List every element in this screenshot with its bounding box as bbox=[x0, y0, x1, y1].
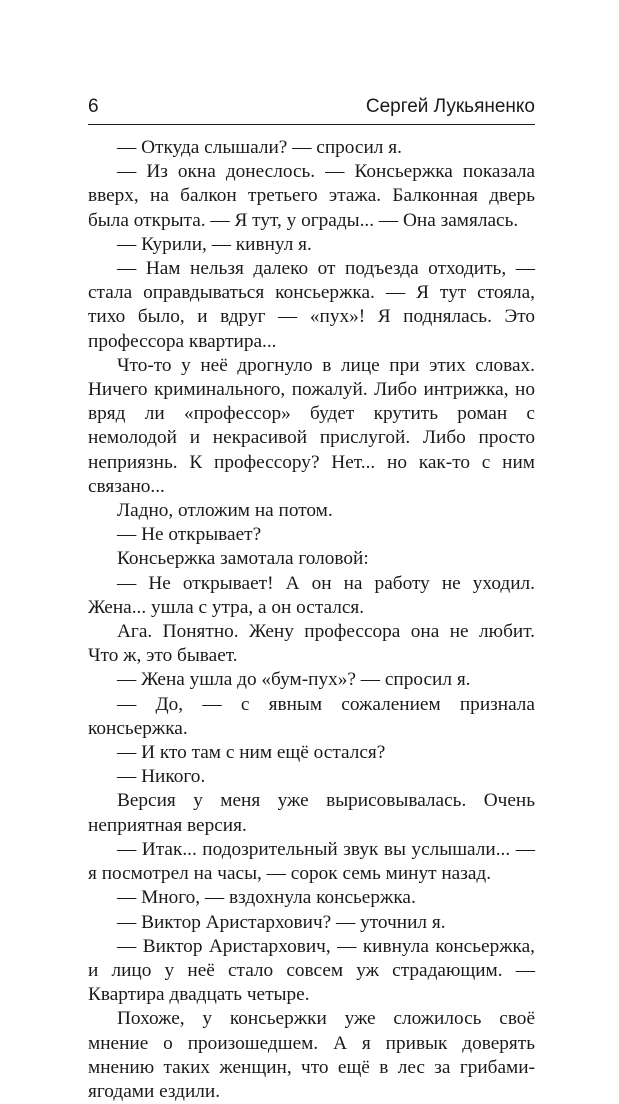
paragraph: — Не открывает? bbox=[117, 524, 262, 546]
paragraph: — Много, — вздохнула консьержка. bbox=[117, 887, 416, 909]
paragraph: Похоже, у консьержки уже сложилось своё мнение о произошедшем. А я привык доверять мнению таких женщин, что ещё в лес за грибами-ягодами ездили. bbox=[88, 1008, 535, 1102]
paragraph: — Курили, — кивнул я. bbox=[117, 233, 312, 255]
paragraph: — Из окна донеслось. — Консьержка показала вверх, на балкон третьего этажа. Балконная дверь была открыта. — Я тут, у ограды... — Она замялась. bbox=[88, 161, 535, 231]
paragraph: Ага. Понятно. Жену профессора она не любит. Что ж, это бывает. bbox=[88, 621, 535, 667]
header-rule bbox=[88, 124, 535, 125]
paragraph: — Никого. bbox=[117, 766, 206, 788]
paragraph: Что-то у неё дрогнуло в лице при этих словах. Ничего криминального, пожалуй. Либо интрижка, но вряд ли «профессор» будет крутить роман с немолодой и некрасивой прислугой. Либо просто неприязнь. К профессору? Нет... но как-то с ним связано... bbox=[88, 354, 535, 497]
paragraph: Консьержка замотала головой: bbox=[117, 548, 369, 570]
paragraph: — До, — с явным сожалением признала консьержка. bbox=[88, 693, 535, 739]
paragraph: — Виктор Аристархович, — кивнула консьержка, и лицо у неё стало совсем уж страдающим. — Квартира двадцать четыре. bbox=[88, 935, 535, 1006]
running-head-author: Сергей Лукьяненко bbox=[365, 96, 535, 117]
paragraph: — Виктор Аристархович? — уточнил я. bbox=[117, 911, 446, 933]
paragraph: — Итак... подозрительный звук вы услышали... — я посмотрел на часы, — сорок семь минут назад. bbox=[88, 838, 535, 885]
paragraph: Ладно, отложим на потом. bbox=[117, 500, 333, 522]
paragraph: Версия у меня уже вырисовывалась. Очень неприятная версия. bbox=[88, 790, 535, 836]
paragraph: — Не открывает! А он на работу не уходил. Жена... ушла с утра, а он остался. bbox=[88, 572, 535, 618]
paragraph: — И кто там с ним ещё остался? bbox=[117, 742, 386, 764]
paragraph: — Нам нельзя далеко от подъезда отходить, — стала оправдываться консьержка. — Я тут стояла, тихо было, и вдруг — «пух»! Я поднялась. Это профессора квартира... bbox=[88, 258, 535, 352]
paragraph: — Жена ушла до «бум-пух»? — спросил я. bbox=[117, 669, 471, 691]
body-text bbox=[88, 136, 535, 1104]
page-number: 6 bbox=[88, 96, 99, 117]
page-header bbox=[88, 96, 535, 120]
paragraph: — Откуда слышали? — спросил я. bbox=[117, 137, 402, 158]
